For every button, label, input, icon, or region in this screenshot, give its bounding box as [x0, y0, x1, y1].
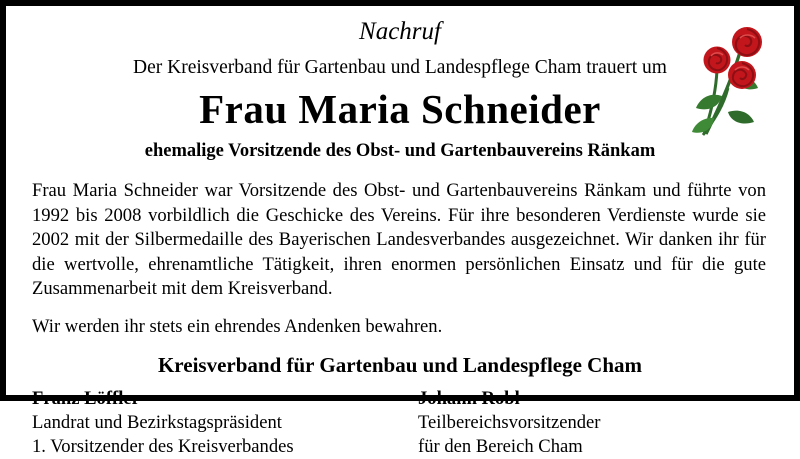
signatory-name: Johann Robl — [418, 388, 520, 410]
notice-subline: Der Kreisverband für Gartenbau und Landespflege Cham trauert um — [133, 56, 667, 78]
signatory-block — [32, 387, 400, 458]
notice-paragraph: Frau Maria Schneider war Vorsitzende des Obst- und Gartenbauvereins Ränkam und führte von 1992 bis 2008 vorbildlich die Geschicke des Vereins. Für ihre besonderen Verdienste wurde sie 2002 mit der Silbermedaille des Bayerischen Landesverbandes ausgezeichnet. Wir danken ihr für die wertvolle, ehrenamtliche Tätigkeit, ihren enormen persönlichen Einsatz und für die gute Zusammenarbeit mit dem Kreisverband. — [32, 180, 766, 300]
organization-name: Kreisverband für Gartenbau und Landespflege Cham — [157, 353, 643, 378]
signatory-name: Franz Löffler — [32, 388, 140, 410]
notice-body — [32, 179, 768, 339]
signatory-title: für den Bereich Cham — [418, 435, 583, 457]
signatory-title: Teilbereichsvorsitzender — [418, 412, 601, 434]
signatory-title: Landrat und Bezirkstagspräsident — [32, 412, 282, 434]
signatory-title: 1. Vorsitzender des Kreisverbandes — [32, 435, 294, 457]
deceased-name: Frau Maria Schneider — [199, 85, 601, 132]
deceased-role: ehemalige Vorsitzende des Obst- und Gartenbauvereins Ränkam — [144, 140, 656, 161]
signatory-block — [400, 387, 768, 458]
notice-headline: Nachruf — [359, 18, 441, 45]
signatory-list — [32, 387, 768, 458]
notice-paragraph: Wir werden ihr stets ein ehrendes Andenken bewahren. — [32, 315, 443, 337]
